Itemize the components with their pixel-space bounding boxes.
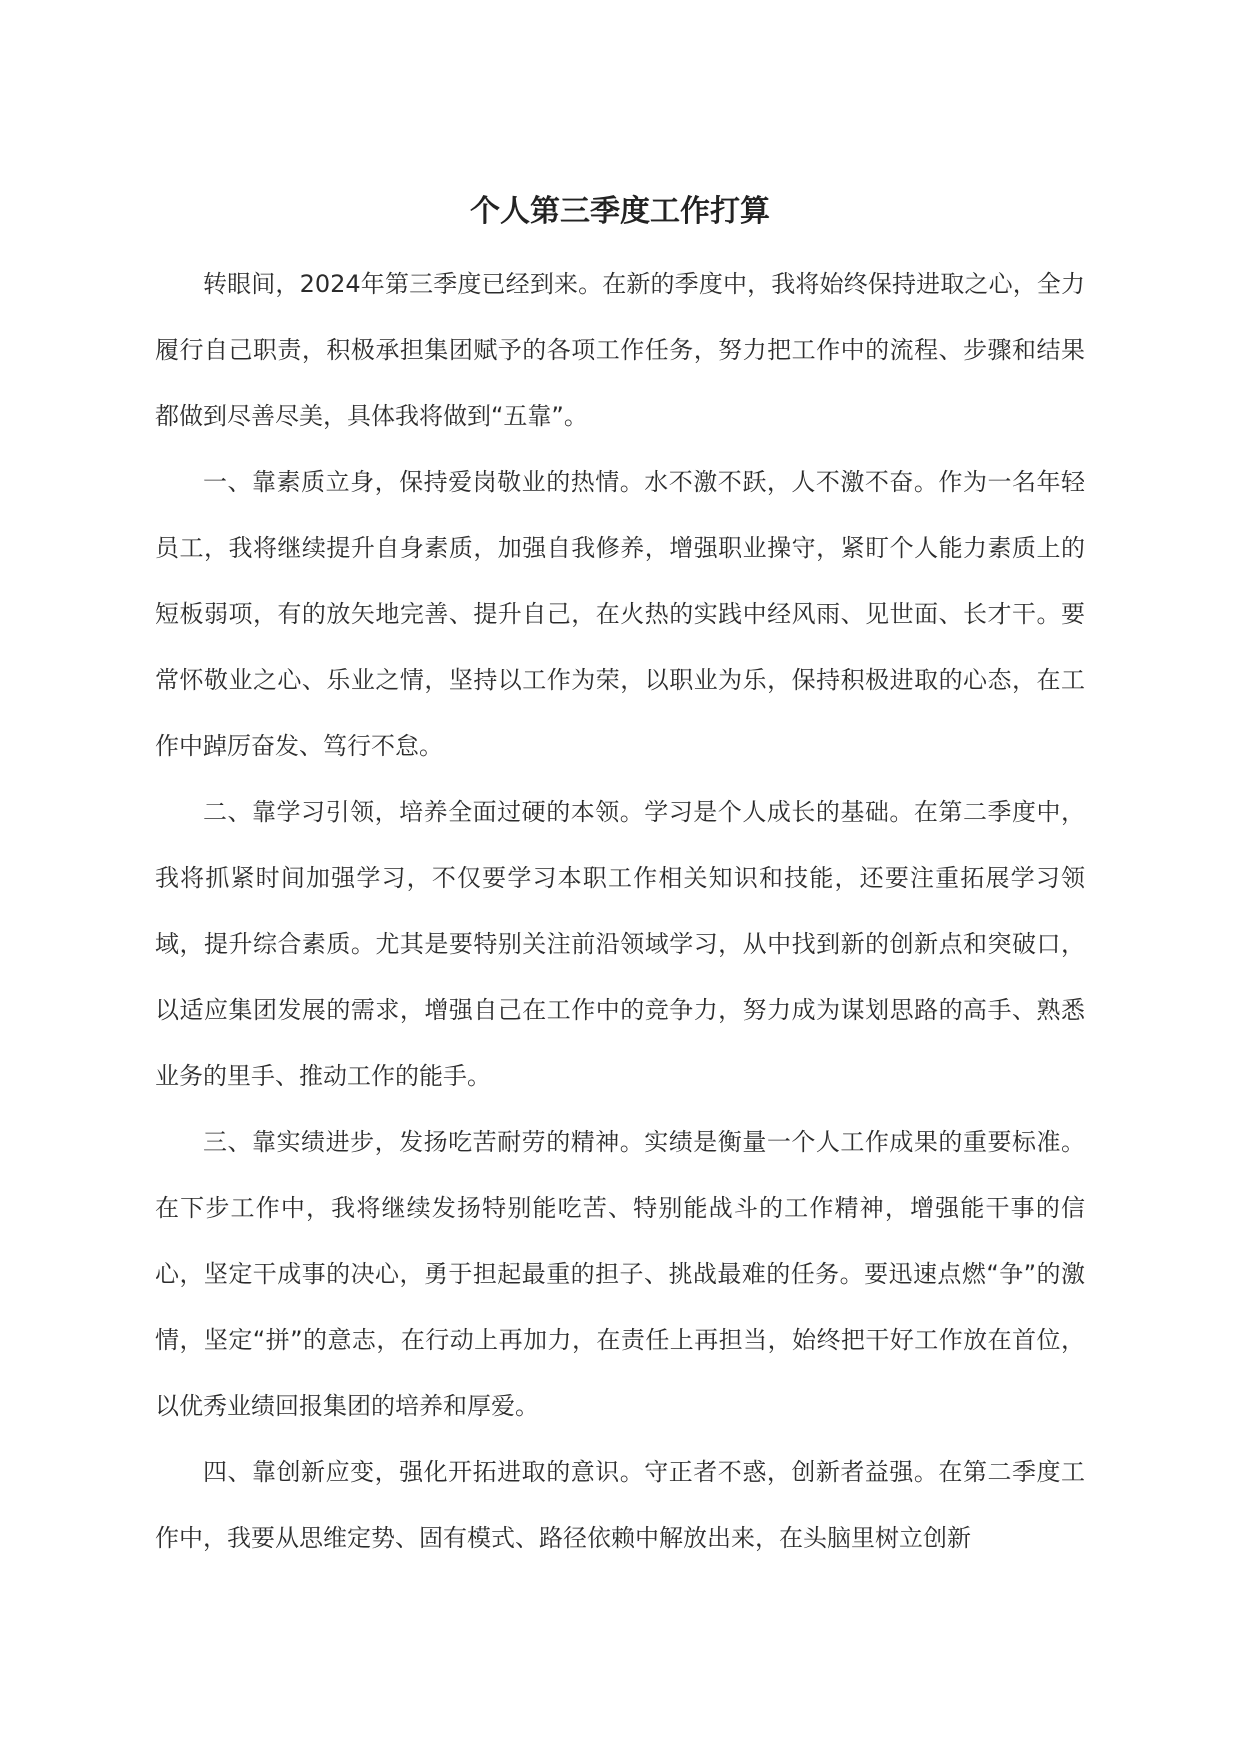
paragraph-point-4: 四、靠创新应变，强化开拓进取的意识。守正者不惑，创新者益强。在第二季度工作中，我要从思维定势、固有模式、路径依赖中解放出来，在头脑里树立创新: [155, 1458, 1085, 1552]
paragraph-intro: 转眼间，2024年第三季度已经到来。在新的季度中，我将始终保持进取之心，全力履行自己职责，积极承担集团赋予的各项工作任务，努力把工作中的流程、步骤和结果都做到尽善尽美，具体我将做到“五靠”。: [155, 270, 1085, 430]
paragraph-point-1: 一、靠素质立身，保持爱岗敬业的热情。水不激不跃，人不激不奋。作为一名年轻员工，我将继续提升自身素质，加强自我修养，增强职业操守，紧盯个人能力素质上的短板弱项，有的放矢地完善、提升自己，在火热的实践中经风雨、见世面、长才干。要常怀敬业之心、乐业之情，坚持以工作为荣，以职业为乐，保持积极进取的心态，在工作中踔厉奋发、笃行不怠。: [155, 468, 1085, 760]
paragraph-point-2: 二、靠学习引领，培养全面过硬的本领。学习是个人成长的基础。在第二季度中，我将抓紧时间加强学习，不仅要学习本职工作相关知识和技能，还要注重拓展学习领域，提升综合素质。尤其是要特别关注前沿领域学习，从中找到新的创新点和突破口，以适应集团发展的需求，增强自己在工作中的竞争力，努力成为谋划思路的高手、熟悉业务的里手、推动工作的能手。: [155, 798, 1085, 1090]
document-title: 个人第三季度工作打算: [470, 194, 770, 229]
document-body: [155, 251, 1085, 1571]
paragraph-point-3: 三、靠实绩进步，发扬吃苦耐劳的精神。实绩是衡量一个人工作成果的重要标准。在下步工作中，我将继续发扬特别能吃苦、特别能战斗的工作精神，增强能干事的信心，坚定干成事的决心，勇于担起最重的担子、挑战最难的任务。要迅速点燃“争”的激情，坚定“拼”的意志，在行动上再加力，在责任上再担当，始终把干好工作放在首位，以优秀业绩回报集团的培养和厚爱。: [155, 1128, 1085, 1420]
